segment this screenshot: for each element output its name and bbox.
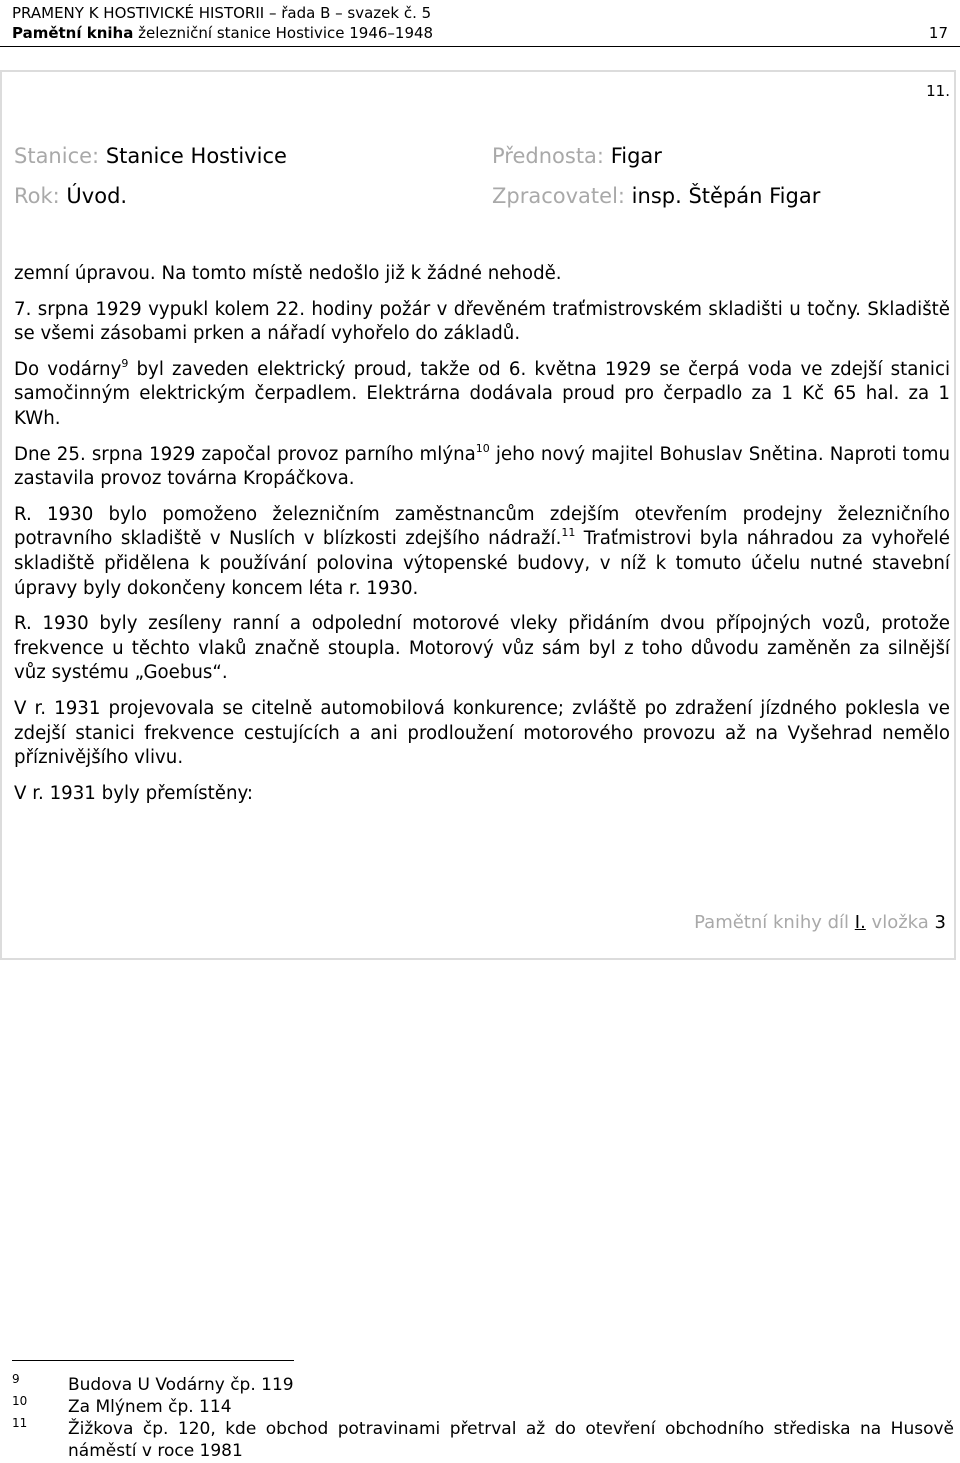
sheet-number: 11.	[926, 82, 950, 100]
chief-field	[492, 144, 662, 168]
paragraph: zemní úpravou. Na tomto místě nedošlo již k žádné nehodě.	[14, 263, 562, 284]
paragraph: Do vodárny$^9$ byl zaveden elektrický proud, takže od 6. května 1929 se čerpá voda ve zdejší stanici samočinným elektrickým čerpadlem. Elektrárna dodávala proud pro čerpadlo za 1 Kč 65 hal. za 1 KWh.	[14, 356, 950, 429]
paragraph: R. 1930 bylo pomoženo železničním zaměstnancům zdejším otevřením prodejny železničního potravního skladiště v Nuslích v blízkosti zdejšího nádraží.$^{11}$ Traťmistrovi byla náhradou za vyhořelé skladiště přidělena k používání polovina výtopenské budovy, v níž k tomuto účelu nutné stavební úpravy byly dokončeny koncem léta r. 1930.	[14, 503, 950, 599]
volume-number: I.	[854, 912, 866, 933]
volume-label: Pamětní knihy díl	[694, 912, 850, 933]
volume-reference	[694, 912, 946, 933]
editor-label: Zpracovatel:	[492, 184, 625, 208]
footnote-divider	[12, 1360, 294, 1361]
footnote-ref-11[interactable]: 11	[561, 526, 576, 540]
year-field	[14, 184, 127, 208]
memorial-book-page	[0, 70, 956, 960]
footnote-9	[12, 1374, 954, 1396]
paragraph: R. 1930 byly zesíleny ranní a odpolední motorové vleky přidáním dvou přípojných vozů, protože frekvence u těchto vlaků značně stoupla. Motorový vůz sám byl z toho důvodu zaměněn za silnější vůz systému „Goebus“.	[14, 613, 950, 684]
editor-field	[492, 184, 820, 208]
paragraph: V r. 1931 byly přemístěny:	[14, 782, 254, 804]
paragraph: 7. srpna 1929 vypukl kolem 22. hodiny požár v dřevěném traťmistrovském skladišti u točny. Skladiště se všemi zásobami prken a nářadí vyhořelo do základů.	[14, 298, 950, 345]
document-title-rest: železniční stanice Hostivice 1946–1948	[133, 24, 434, 42]
station-label: Stanice:	[14, 144, 100, 168]
document-title	[12, 24, 433, 42]
insert-label: vložka	[871, 912, 929, 933]
paragraph: V r. 1931 projevovala se citelně automobilová konkurence; zvláště po zdražení jízdného poklesla ve zdejší stanici frekvence cestujících a ani prodloužení motorového provozu až na Vyšehrad nemělo příznivějšího vlivu.	[14, 697, 950, 769]
chief-value: Figar	[610, 144, 662, 168]
year-value: Úvod.	[66, 184, 128, 208]
footnote-number: 11	[12, 1416, 28, 1430]
series-title: PRAMENY K HOSTIVICKÉ HISTORII – řada B – svazek č. 5	[12, 4, 432, 22]
insert-number: 3	[934, 912, 946, 933]
station-field	[14, 144, 287, 168]
footnote-ref-9[interactable]: 9	[121, 356, 129, 370]
paragraph: Dne 25. srpna 1929 započal provoz parního mlýna$^{10}$ jeho nový majitel Bohuslav Snětina. Naproti tomu zastavila provoz továrna Kropáčkova.	[14, 441, 950, 490]
chief-label: Přednosta:	[492, 144, 604, 168]
footnote-text: Za Mlýnem čp. 114	[68, 1397, 232, 1417]
editor-value: insp. Štěpán Figar	[631, 184, 821, 208]
footnote-10	[12, 1396, 954, 1418]
year-label: Rok:	[14, 184, 60, 208]
footnote-ref-10[interactable]: 10	[475, 441, 490, 455]
station-value: Stanice Hostivice	[105, 144, 287, 168]
footnote-number: 10	[12, 1394, 28, 1408]
footnote-text: Žižkova čp. 120, kde obchod potravinami přetrval až do otevření obchodního střediska na Husově náměstí v roce 1981	[68, 1419, 954, 1461]
chronicle-text	[14, 262, 950, 817]
footnote-number: 9	[12, 1372, 20, 1386]
page-number: 17	[928, 24, 948, 42]
document-title-bold: Pamětní kniha	[12, 24, 134, 42]
header-divider	[0, 46, 960, 47]
footnote-11	[12, 1418, 954, 1462]
footnote-text: Budova U Vodárny čp. 119	[68, 1375, 294, 1395]
